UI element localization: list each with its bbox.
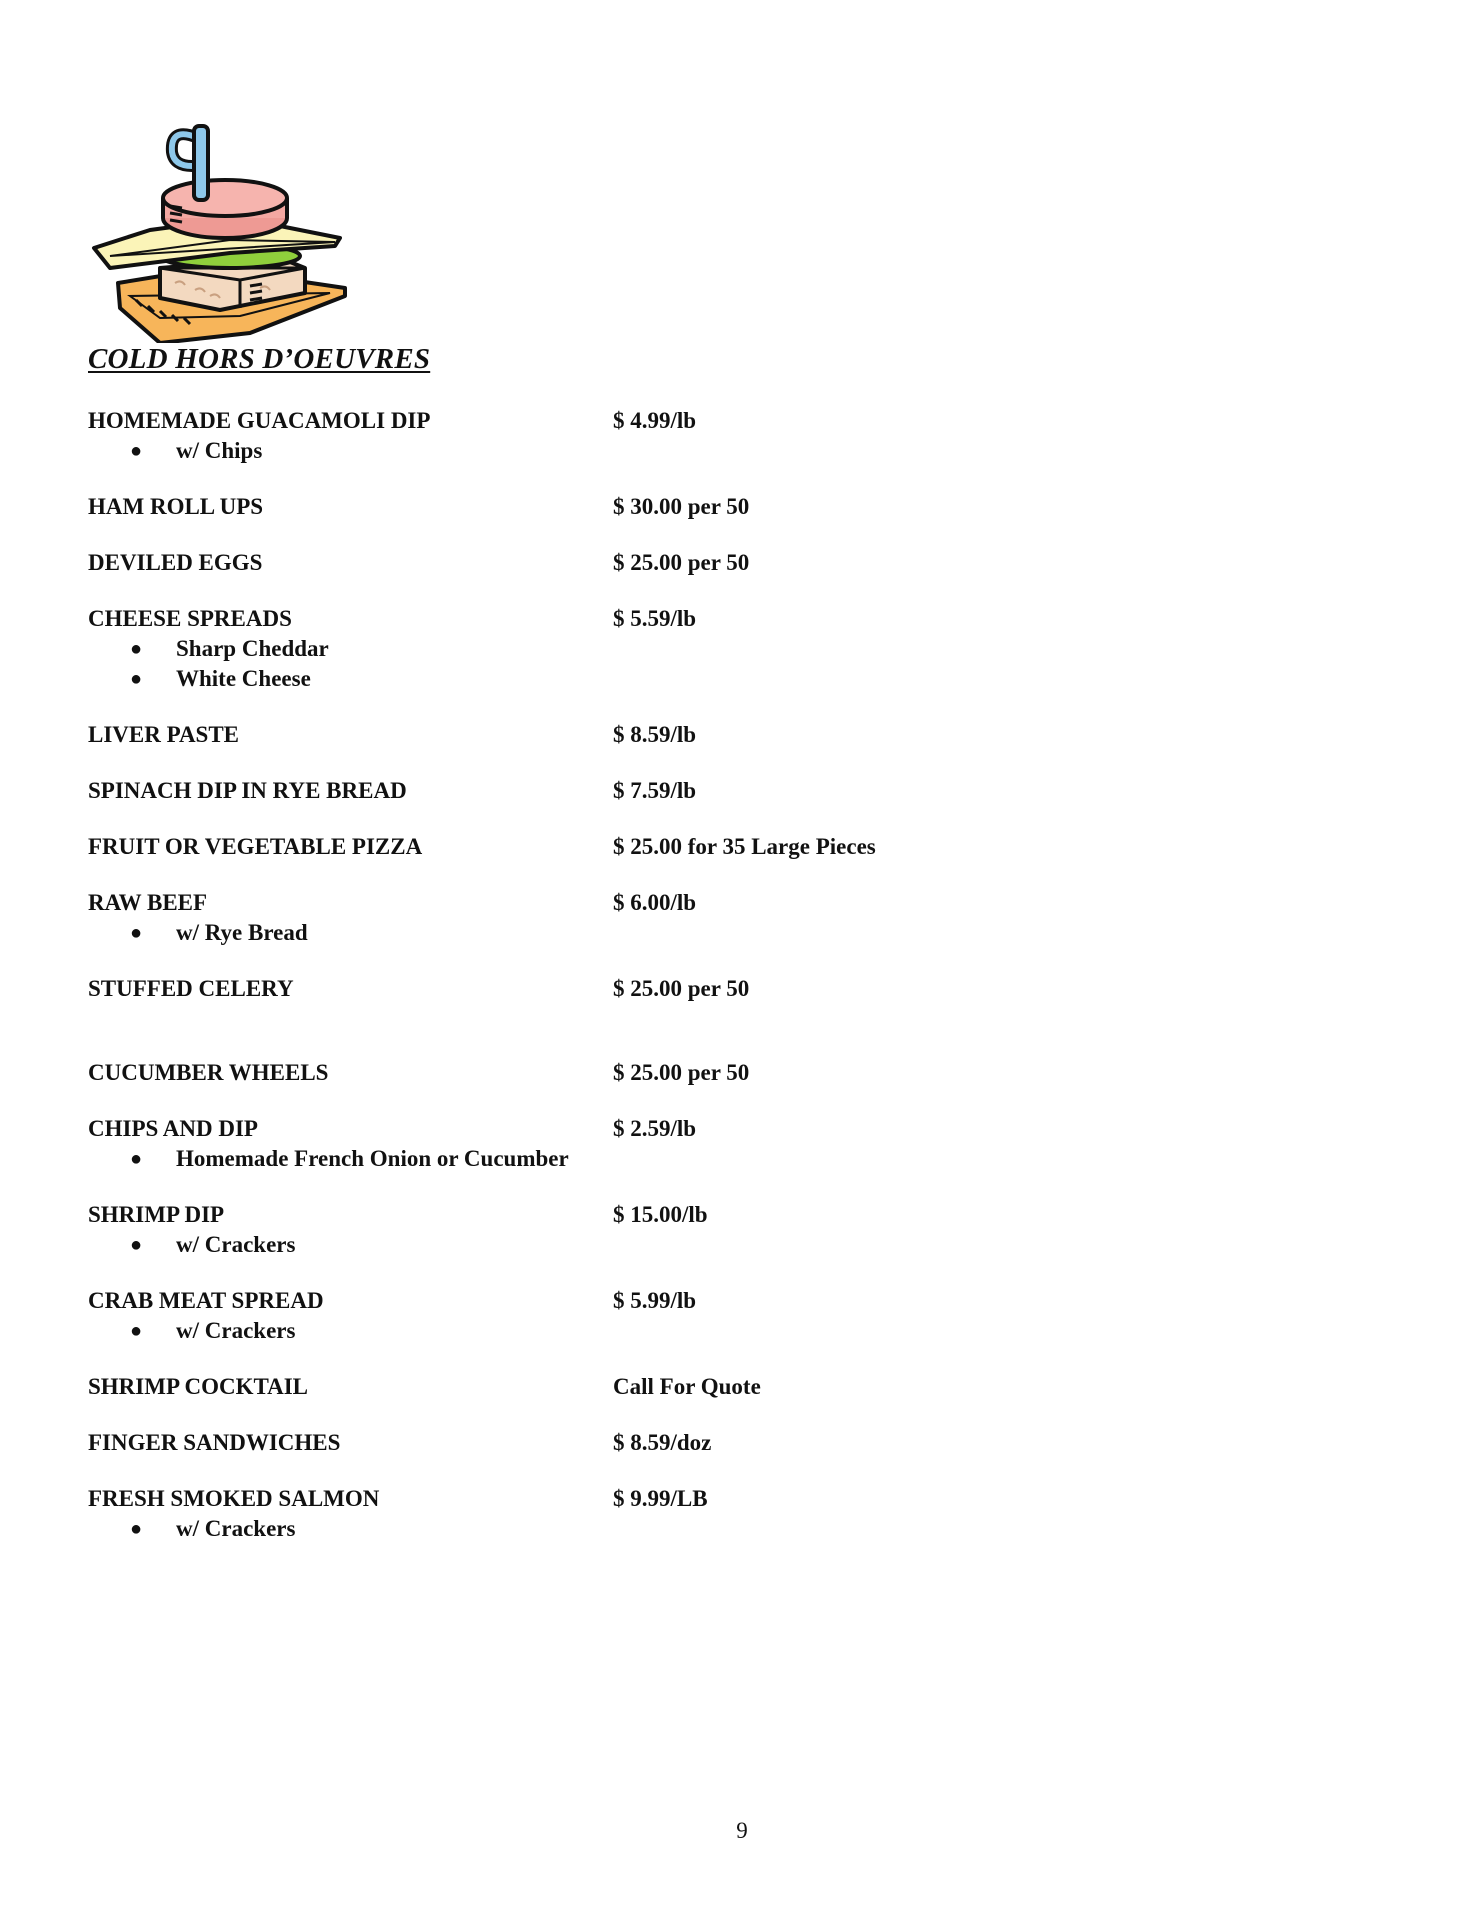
item-name: FRUIT OR VEGETABLE PIZZA xyxy=(88,834,423,859)
item-name: DEVILED EGGS xyxy=(88,550,263,575)
item-notes xyxy=(88,1316,1088,1346)
item-notes xyxy=(88,634,1088,694)
item-price: $ 25.00 for 35 Large Pieces xyxy=(613,834,876,859)
item-price: $ 25.00 per 50 xyxy=(613,550,750,575)
item-price: Call For Quote xyxy=(613,1374,761,1399)
item-name: HOMEMADE GUACAMOLI DIP xyxy=(88,408,431,433)
menu-item xyxy=(88,720,1088,750)
item-price: $ 30.00 per 50 xyxy=(613,494,750,519)
item-note: ● w/ Chips xyxy=(88,436,1088,466)
item-price: $ 7.59/lb xyxy=(613,778,697,803)
menu-item xyxy=(88,1428,1088,1458)
item-price: $ 25.00 per 50 xyxy=(613,976,750,1001)
item-note: ● White Cheese xyxy=(88,664,1088,694)
item-name: SHRIMP COCKTAIL xyxy=(88,1374,309,1399)
item-notes xyxy=(88,1230,1088,1260)
item-name: CHEESE SPREADS xyxy=(88,606,292,631)
bullet-icon: ● xyxy=(130,922,143,944)
menu-item xyxy=(88,492,1088,522)
item-note: ● Sharp Cheddar xyxy=(88,634,1088,664)
bullet-icon: ● xyxy=(130,1148,143,1170)
item-price: $ 25.00 per 50 xyxy=(613,1060,750,1085)
menu-item xyxy=(88,1484,1088,1544)
bullet-icon: ● xyxy=(130,668,143,690)
item-price: $ 5.59/lb xyxy=(613,606,697,631)
item-notes xyxy=(88,436,1088,466)
item-price: $ 8.59/doz xyxy=(613,1430,712,1455)
item-note: ● w/ Crackers xyxy=(88,1514,1088,1544)
section-title: COLD HORS D’OEUVRES xyxy=(88,343,431,375)
bullet-icon: ● xyxy=(130,1234,143,1256)
menu-item xyxy=(88,604,1088,694)
item-price: $ 8.59/lb xyxy=(613,722,697,747)
bullet-icon: ● xyxy=(130,1518,143,1540)
item-note: ● w/ Rye Bread xyxy=(88,918,1088,948)
menu-item xyxy=(88,1286,1088,1346)
item-note: ● w/ Crackers xyxy=(88,1316,1088,1346)
bullet-icon: ● xyxy=(130,638,143,660)
item-name: CUCUMBER WHEELS xyxy=(88,1060,329,1085)
item-price: $ 5.99/lb xyxy=(613,1288,697,1313)
bullet-icon: ● xyxy=(130,440,143,462)
item-notes xyxy=(88,1514,1088,1544)
menu-item xyxy=(88,548,1088,578)
bullet-icon: ● xyxy=(130,1320,143,1342)
item-price: $ 6.00/lb xyxy=(613,890,697,915)
item-price: $ 9.99/LB xyxy=(613,1486,708,1511)
menu-item xyxy=(88,1114,1088,1174)
menu-item xyxy=(88,1372,1088,1402)
menu-item xyxy=(88,888,1088,948)
item-name: FINGER SANDWICHES xyxy=(88,1430,341,1455)
item-name: HAM ROLL UPS xyxy=(88,494,264,519)
hors-doeuvres-stack-icon xyxy=(90,118,350,343)
item-name: LIVER PASTE xyxy=(88,722,240,747)
item-notes xyxy=(88,1144,1088,1174)
item-price: $ 2.59/lb xyxy=(613,1116,697,1141)
menu-item xyxy=(88,1200,1088,1260)
menu-item xyxy=(88,832,1088,862)
item-name: SHRIMP DIP xyxy=(88,1202,225,1227)
item-name: CRAB MEAT SPREAD xyxy=(88,1288,324,1313)
menu-list xyxy=(88,406,1088,1544)
item-note: ● w/ Crackers xyxy=(88,1230,1088,1260)
item-name: SPINACH DIP IN RYE BREAD xyxy=(88,778,407,803)
item-name: STUFFED CELERY xyxy=(88,976,294,1001)
menu-item xyxy=(88,974,1088,1004)
page-number: 9 xyxy=(736,1818,748,1843)
menu-item xyxy=(88,1058,1088,1088)
item-price: $ 15.00/lb xyxy=(613,1202,708,1227)
item-price: $ 4.99/lb xyxy=(613,408,697,433)
menu-item xyxy=(88,776,1088,806)
item-note: ● Homemade French Onion or Cucumber xyxy=(88,1144,1088,1174)
item-notes xyxy=(88,918,1088,948)
item-name: FRESH SMOKED SALMON xyxy=(88,1486,380,1511)
item-name: RAW BEEF xyxy=(88,890,208,915)
item-name: CHIPS AND DIP xyxy=(88,1116,258,1141)
menu-item xyxy=(88,406,1088,466)
